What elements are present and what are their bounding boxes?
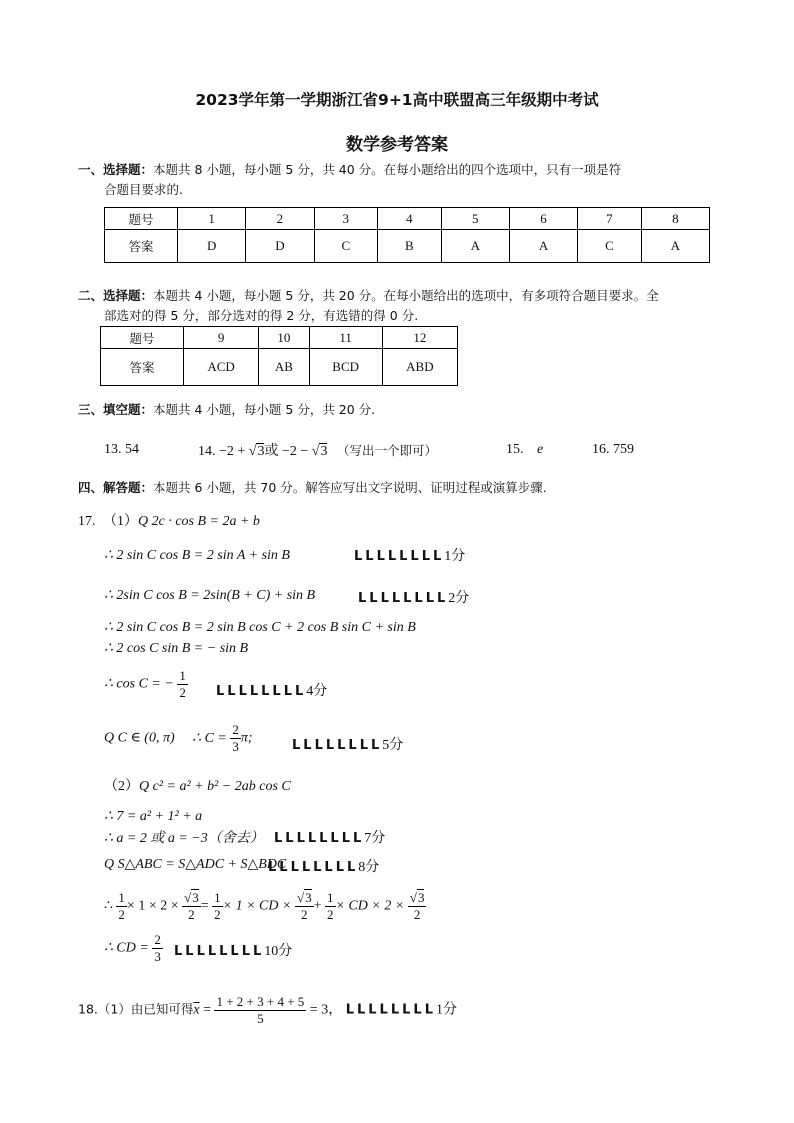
table1-a-cell: A bbox=[641, 230, 709, 263]
table1-a-cell: A bbox=[441, 230, 509, 263]
q17-dots: LLLLLLLL bbox=[174, 944, 265, 959]
q17-score4 bbox=[216, 680, 327, 700]
section1-heading-line2: 合题目要求的. bbox=[104, 182, 183, 197]
answer-14: 14. −2 + √3或 −2 − √3 （写出一个即可） bbox=[198, 443, 437, 459]
q17-line12 bbox=[104, 932, 163, 965]
answer-14-prefix: 14. −2 + bbox=[198, 444, 249, 459]
section4-heading bbox=[78, 478, 547, 498]
answer-15 bbox=[506, 442, 543, 458]
frac-den: 2 bbox=[188, 907, 195, 922]
q17-line3: ∴ 2 sin C cos B = 2 sin B cos C + 2 cos B sin C + sin B bbox=[104, 620, 416, 635]
table2-a-cell: AB bbox=[259, 349, 309, 386]
frac-num: 1 bbox=[118, 890, 125, 905]
q18-dots: LLLLLLLL bbox=[345, 1002, 436, 1018]
q17-l11f: × CD × 2 × bbox=[335, 898, 405, 914]
q17-line9: ∴ a = 2 或 a = −3（舍去） bbox=[104, 831, 264, 846]
frac-num: √3 bbox=[296, 890, 312, 905]
frac-num: 1 bbox=[214, 890, 221, 905]
answer-14-sqrt1: 3 bbox=[257, 444, 265, 459]
section4-heading-text: 本题共 6 小题，共 70 分。解答应写出文字说明、证明过程或演算步骤. bbox=[153, 480, 547, 495]
q17-line12-pre: ∴ CD = bbox=[104, 940, 149, 956]
q18-mean-frac bbox=[214, 994, 306, 1027]
q17-score10 bbox=[174, 940, 292, 960]
table1-q-cell: 6 bbox=[509, 208, 577, 230]
q17-frac-half bbox=[116, 890, 127, 923]
section2-heading-line2: 部选对的得 5 分，部分选对的得 2 分，有选错的得 0 分. bbox=[104, 308, 419, 323]
q17-line8: ∴ 7 = a² + 1² + a bbox=[104, 809, 203, 824]
frac-den: 2 bbox=[214, 907, 221, 922]
section1-heading-label: 一、选择题： bbox=[78, 162, 154, 177]
answer-15-label: 15. bbox=[506, 442, 524, 457]
answer-16: 16. 759 bbox=[592, 442, 634, 457]
q17-score4-text: 4分 bbox=[306, 684, 328, 699]
q17-line5 bbox=[104, 668, 188, 701]
section1-answer-table bbox=[104, 207, 710, 263]
sqrt-value: 3 bbox=[192, 890, 199, 905]
q17-frac-half bbox=[177, 668, 188, 701]
q17-line6-post: π; bbox=[240, 730, 253, 746]
q17-dots: LLLLLLLL bbox=[268, 860, 359, 875]
q17-dots: LLLLLLLL bbox=[274, 831, 365, 846]
table1-a-cell: B bbox=[378, 230, 442, 263]
q17-frac-half bbox=[212, 890, 223, 923]
frac-den: 2 bbox=[118, 907, 125, 922]
q17-line7-eq: Q c² = a² + b² − 2ab cos C bbox=[139, 779, 291, 794]
q17-l11c: = bbox=[200, 898, 209, 914]
table1-q-cell: 7 bbox=[578, 208, 642, 230]
table1-a-label: 答案 bbox=[105, 230, 178, 263]
q17-label: 17. bbox=[78, 514, 96, 529]
frac-den: 2 bbox=[327, 907, 334, 922]
q17-frac-two-thirds bbox=[152, 932, 163, 965]
section3-heading-text: 本题共 4 小题，每小题 5 分，共 20 分. bbox=[153, 402, 376, 417]
q17-dots: LLLLLLLL bbox=[354, 549, 445, 564]
table1-q-cell: 2 bbox=[246, 208, 314, 230]
frac-den: 2 bbox=[301, 907, 308, 922]
page-subtitle: 数学参考答案 bbox=[346, 135, 448, 155]
answer-14-note: （写出一个即可） bbox=[336, 443, 437, 458]
section2-answer-table bbox=[100, 326, 458, 386]
q18-line1 bbox=[78, 994, 457, 1027]
q17-l11d: × 1 × CD × bbox=[222, 898, 292, 914]
table2-a-label: 答案 bbox=[101, 349, 184, 386]
answer-15-value: e bbox=[537, 442, 544, 457]
section2-heading bbox=[78, 286, 659, 306]
section1-heading-text: 本题共 8 小题，每小题 5 分，共 40 分。在每小题给出的四个选项中，只有一项是符 bbox=[153, 162, 622, 177]
q17-score8 bbox=[268, 856, 379, 876]
q17-line6 bbox=[104, 722, 253, 755]
table1-a-cell: D bbox=[178, 230, 246, 263]
q17-l11a: ∴ bbox=[104, 898, 113, 914]
table1-q-cell: 4 bbox=[378, 208, 442, 230]
frac-den: 2 bbox=[179, 685, 186, 700]
q17-l11e: + bbox=[313, 898, 322, 914]
q18-score: 1分 bbox=[435, 1002, 457, 1018]
frac-num: 1 bbox=[327, 890, 334, 905]
section2-heading-text: 本题共 4 小题，每小题 5 分，共 20 分。在每小题给出的选项中，有多项符合题目要求。全 bbox=[153, 288, 659, 303]
q17-frac-sqrt3-half bbox=[295, 890, 314, 923]
q17-dots: LLLLLLLL bbox=[358, 591, 449, 606]
table2-a-cell: ABD bbox=[382, 349, 457, 386]
sqrt-value: 3 bbox=[417, 890, 425, 905]
table2-a-cell: BCD bbox=[309, 349, 382, 386]
frac-num: √3 bbox=[184, 890, 199, 905]
table1-q-cell: 5 bbox=[441, 208, 509, 230]
q17-frac-half bbox=[325, 890, 336, 923]
answer-14-mid: 或 −2 − bbox=[264, 444, 312, 459]
q17-score5-text: 5分 bbox=[382, 738, 404, 753]
sqrt-value: 3 bbox=[305, 890, 312, 905]
frac-num: √3 bbox=[409, 890, 425, 905]
table2-q-cell: 10 bbox=[259, 327, 309, 349]
q17-score10-text: 10分 bbox=[264, 944, 293, 959]
section2-heading-label: 二、选择题： bbox=[78, 288, 154, 303]
table1-q-label: 题号 bbox=[105, 208, 178, 230]
q17-line2: ∴ 2sin C cos B = 2sin(B + C) + sin B bbox=[104, 588, 316, 603]
table1-a-cell: C bbox=[314, 230, 378, 263]
q17-line10: Q S△ABC = S△ADC + S△BDC bbox=[104, 857, 287, 872]
frac-den: 2 bbox=[413, 907, 421, 922]
q17-line11 bbox=[104, 890, 426, 923]
q17-line5-pre: ∴ cos C = − bbox=[104, 676, 174, 692]
q17-frac-sqrt3-half bbox=[408, 890, 427, 923]
frac-den: 5 bbox=[257, 1011, 264, 1026]
table1-a-cell: C bbox=[578, 230, 642, 263]
q18-xbar: $\overline{x}$ bbox=[193, 1002, 200, 1018]
q17-line6-mid: ∴ C = bbox=[192, 730, 227, 746]
q17-frac-two-thirds bbox=[230, 722, 241, 755]
q17-frac-sqrt3-half bbox=[182, 890, 201, 923]
table2-q-cell: 11 bbox=[309, 327, 382, 349]
q17-part1: （1） bbox=[103, 514, 138, 529]
section1-heading bbox=[78, 160, 621, 180]
table2-a-cell: ACD bbox=[184, 349, 259, 386]
q18-eq: = bbox=[203, 1002, 211, 1018]
table1-q-cell: 3 bbox=[314, 208, 378, 230]
table2-q-label: 题号 bbox=[101, 327, 184, 349]
q17-score2 bbox=[358, 587, 469, 607]
q17-line1: ∴ 2 sin C cos B = 2 sin A + sin B bbox=[104, 548, 290, 563]
q17-score7 bbox=[274, 827, 385, 847]
section4-heading-label: 四、解答题： bbox=[78, 480, 154, 495]
section3-heading bbox=[78, 400, 375, 420]
section3-heading-label: 三、填空题： bbox=[78, 402, 154, 417]
answer-14-sqrt2: 3 bbox=[320, 444, 328, 459]
q17-score5 bbox=[292, 734, 403, 754]
q17-score8-text: 8分 bbox=[358, 860, 380, 875]
table1-a-cell: D bbox=[246, 230, 314, 263]
q17-score2-text: 2分 bbox=[448, 591, 470, 606]
answer-13: 13. 54 bbox=[104, 442, 139, 457]
q17-given bbox=[78, 510, 260, 530]
q18-label: 18.（1）由已知可得 bbox=[78, 1001, 194, 1017]
frac-num: 1 + 2 + 3 + 4 + 5 bbox=[216, 994, 305, 1009]
table1-a-cell: A bbox=[509, 230, 577, 263]
frac-num: 1 bbox=[179, 668, 186, 683]
q17-score1-text: 1分 bbox=[444, 549, 466, 564]
q17-dots: LLLLLLLL bbox=[292, 738, 383, 753]
q17-line4: ∴ 2 cos C sin B = − sin B bbox=[104, 641, 249, 656]
table2-q-cell: 12 bbox=[382, 327, 457, 349]
table1-q-cell: 8 bbox=[641, 208, 709, 230]
q17-line7 bbox=[104, 775, 291, 795]
frac-num: 2 bbox=[154, 932, 161, 947]
frac-den: 3 bbox=[154, 949, 161, 964]
table2-q-cell: 9 bbox=[184, 327, 259, 349]
frac-num: 2 bbox=[232, 722, 239, 737]
page-title: 2023学年第一学期浙江省9+1高中联盟高三年级期中考试 bbox=[195, 91, 599, 109]
q18-result: = 3， bbox=[309, 1002, 343, 1018]
q17-l11b: × 1 × 2 × bbox=[126, 898, 179, 914]
q17-given-eq: Q 2c · cos B = 2a + b bbox=[138, 514, 260, 529]
frac-den: 3 bbox=[232, 739, 239, 754]
q17-part2: （2） bbox=[104, 779, 139, 794]
q17-score1 bbox=[354, 545, 465, 565]
q17-score7-text: 7分 bbox=[364, 831, 386, 846]
q17-line6-pre: Q C ∈ (0, π) bbox=[104, 730, 175, 746]
table1-q-cell: 1 bbox=[178, 208, 246, 230]
q17-dots: LLLLLLLL bbox=[216, 684, 307, 699]
